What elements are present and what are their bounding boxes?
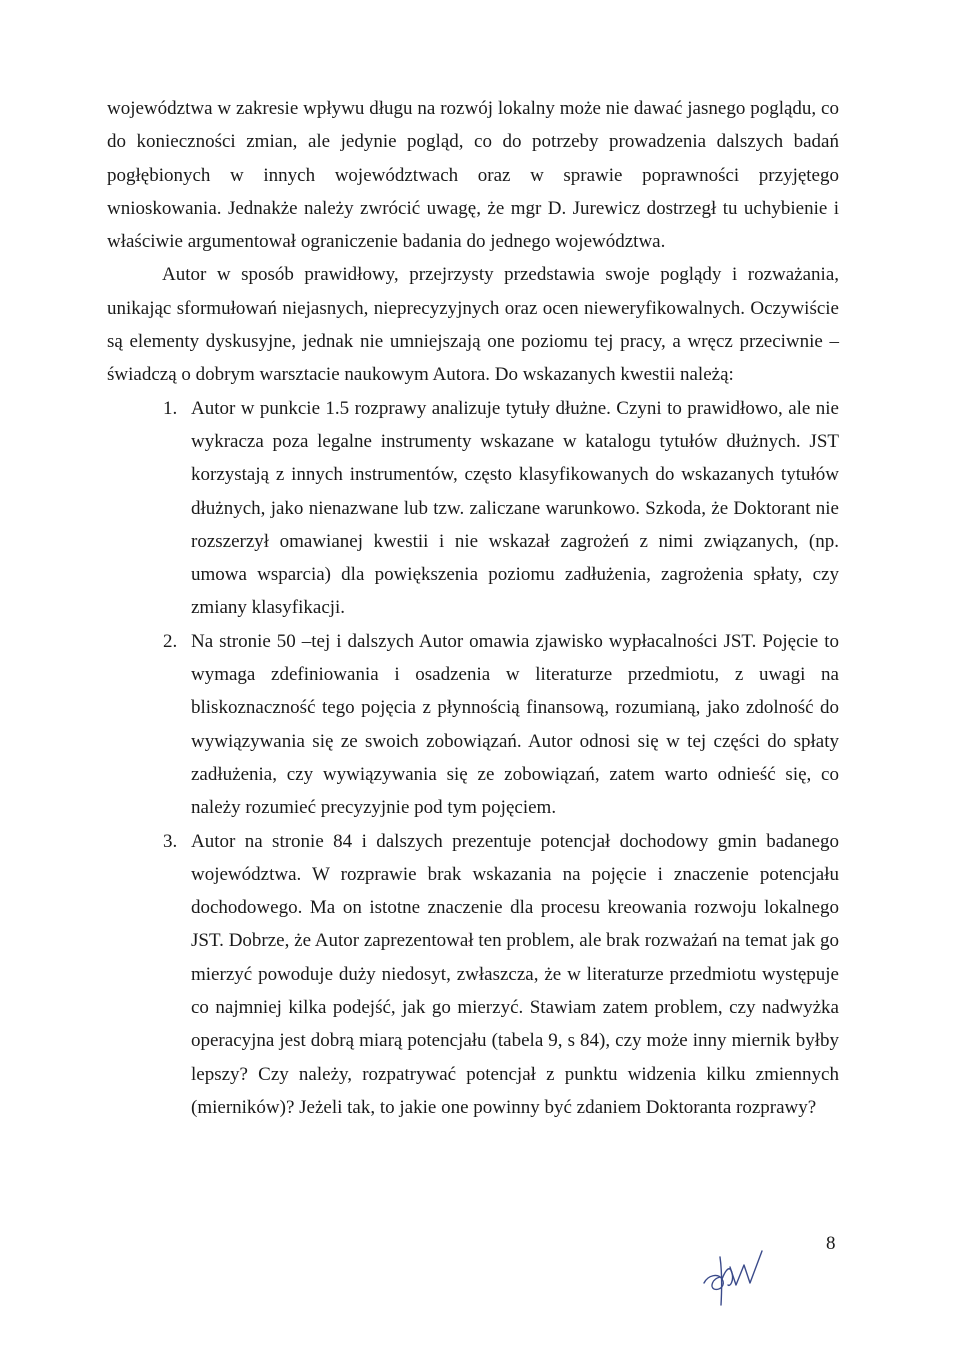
- list-item-number: 2.: [163, 630, 178, 652]
- list-item-text: Autor w punkcie 1.5 rozprawy analizuje tytuły dłużne. Czyni to prawidłowo, ale nie wykracza poza legalne instrumenty wskazane w katalogu tytułów dłużnych. JST korzystają z innych instrumentów, często klasyfikowanych do wskazanych tytułów dłużnych, jako nienazwane lub tzw. zaliczane warunkowo. Szkoda, że Doktorant nie rozszerzył omawianej kwestii i nie wskazał zagrożeń z nimi związanych, (np. umowa wsparcia) dla powiększenia poziomu zadłużenia, zagrożenia spłaty, czy zmiany klasyfikacji.: [191, 397, 839, 619]
- list-item: [107, 392, 839, 625]
- body-text: [107, 92, 839, 1124]
- list-item-number: 1.: [163, 397, 178, 419]
- handwritten-signature: [700, 1245, 770, 1307]
- discussion-points-list: [107, 392, 839, 1125]
- list-item-text: Na stronie 50 –tej i dalszych Autor omawia zjawisko wypłacalności JST. Pojęcie to wymaga zdefiniowania i osadzenia w literaturze przedmiotu, z uwagi na bliskoznaczność tego pojęcia z płynnością finansową, rozumianą, jako zdolność do wywiązywania się ze swoich zobowiązań. Autor odnosi się w tej części do spłaty zadłużenia, czy wywiązywania się ze zobowiązań, zatem warto odnieść się, co należy rozumieć precyzyjnie pod tym pojęciem.: [191, 630, 839, 819]
- list-item: [107, 825, 839, 1125]
- list-item-number: 3.: [163, 830, 178, 852]
- paragraph-continuation: województwa w zakresie wpływu długu na rozwój lokalny może nie dawać jasnego poglądu, co do konieczności zmian, ale jedynie pogląd, co do potrzeby prowadzenia dalszych badań pogłębionych w innych województwach oraz w sprawie poprawności przyjętego wnioskowania. Jednakże należy zwrócić uwagę, że mgr D. Jurewicz dostrzegł tu uchybienie i właściwie argumentował ograniczenie badania do jednego województwa.: [107, 98, 839, 253]
- paragraph-author-assessment: Autor w sposób prawidłowy, przejrzysty przedstawia swoje poglądy i rozważania, unikając sformułowań niejasnych, nieprecyzyjnych oraz ocen nieweryfikowalnych. Oczywiście są elementy dyskusyjne, jednak nie umniejszają one poziomu tej pracy, a wręcz przeciwnie – świadczą o dobrym warsztacie naukowym Autora. Do wskazanych kwestii należą:: [107, 264, 839, 386]
- list-item: [107, 625, 839, 825]
- list-item-text: Autor na stronie 84 i dalszych prezentuje potencjał dochodowy gmin badanego województwa. W rozprawie brak wskazania na pojęcie i znaczenie potencjału dochodowego. Ma on istotne znaczenie dla procesu kreowania rozwoju lokalnego JST. Dobrze, że Autor zaprezentował ten problem, ale brak rozważań na temat jak go mierzyć powoduje duży niedosyt, zwłaszcza, że w literaturze przedmiotu występuje co najmniej kilka podejść, jak go mierzyć. Stawiam zatem problem, czy nadwyżka operacyjna jest dobrą miarą potencjału (tabela 9, s 84), czy może inny miernik byłby lepszy? Czy należy, rozpatrywać potencjał z punktu widzenia kilku zmiennych (mierników)? Jeżeli tak, to jakie one powinny być zdaniem Doktoranta rozprawy?: [191, 830, 839, 1118]
- page-number: 8: [826, 1233, 836, 1254]
